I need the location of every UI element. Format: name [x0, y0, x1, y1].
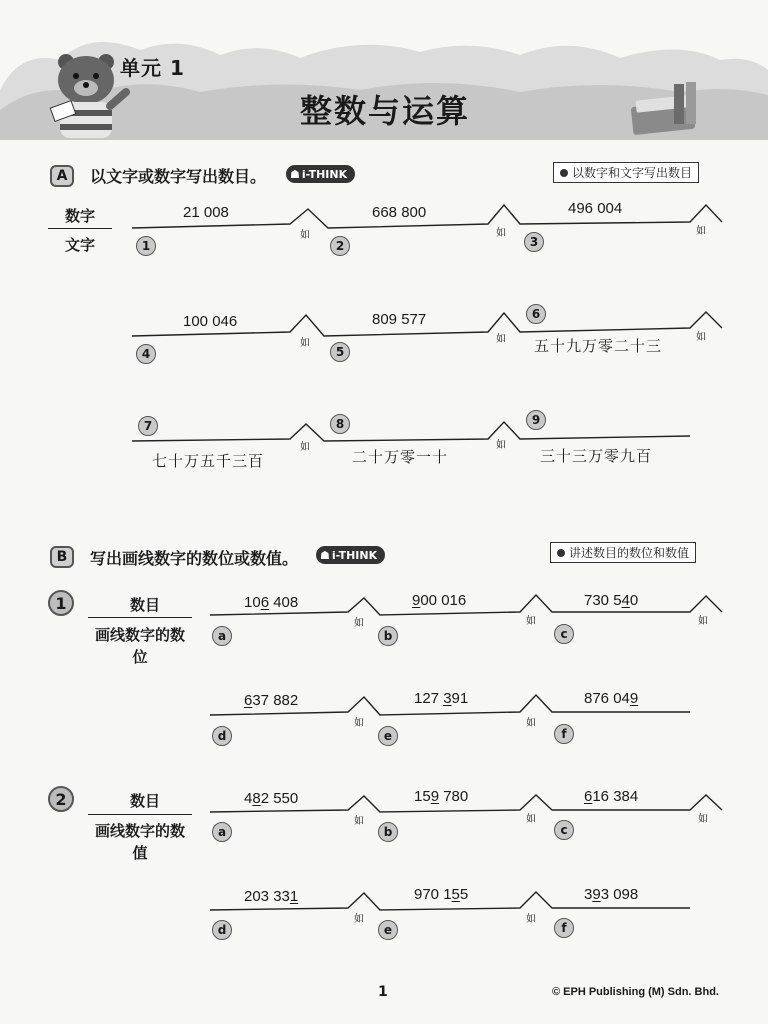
section-b-badge: B — [50, 546, 74, 568]
a7-words: 七十万五千三百 — [152, 452, 265, 470]
eg-marker: 如 — [354, 618, 364, 629]
q1-row-label-number: 数目 — [129, 596, 160, 614]
q1d-badge: d — [212, 726, 232, 746]
underlined-digit: 9 — [430, 788, 440, 805]
q1b-number — [412, 592, 466, 609]
objective-text: 讲述数目的数位和数值 — [569, 546, 690, 560]
q2f-number — [584, 886, 638, 903]
underlined-digit: 6 — [584, 788, 593, 805]
underlined-digit: 9 — [592, 886, 601, 903]
eg-marker: 如 — [698, 814, 708, 825]
num-part: 3 — [584, 886, 593, 903]
num-part: 15 — [414, 788, 431, 805]
eg-marker: 如 — [300, 442, 310, 453]
q1d-number — [244, 692, 298, 709]
eg-marker: 如 — [354, 914, 364, 925]
eg-marker: 如 — [496, 334, 506, 345]
q1-badge: 1 — [48, 590, 74, 616]
objective-text: 以数字和文字写出数目 — [572, 166, 693, 180]
think-person-icon: ☗ — [290, 167, 300, 181]
q2c-badge: c — [554, 820, 574, 840]
num-part: 3 098 — [600, 886, 639, 903]
eg-marker: 如 — [698, 616, 708, 627]
a8-words: 二十万零一十 — [352, 448, 449, 466]
q2e-number — [414, 886, 468, 903]
q1a-badge: a — [212, 626, 232, 646]
q1f-number — [584, 690, 638, 707]
num-part: 16 384 — [592, 788, 639, 805]
bullet-icon — [557, 549, 565, 557]
underlined-digit: 4 — [621, 592, 630, 609]
a3-number: 496 004 — [568, 200, 623, 217]
num-part: 10 — [244, 594, 261, 611]
eg-marker: 如 — [496, 440, 506, 451]
q2f-badge: f — [554, 918, 574, 938]
a9-badge: 9 — [526, 410, 546, 430]
num-part: 127 — [414, 690, 444, 707]
a9-words: 三十三万零九百 — [540, 447, 653, 465]
row-divider — [88, 617, 192, 618]
eg-marker: 如 — [496, 228, 506, 239]
eg-marker: 如 — [696, 226, 706, 237]
row-label-words: 文字 — [64, 236, 95, 254]
underlined-digit: 8 — [252, 790, 261, 807]
q2b-badge: b — [378, 822, 398, 842]
a8-badge: 8 — [330, 414, 350, 434]
underlined-digit: 6 — [260, 594, 270, 611]
num-part: 2 550 — [260, 790, 299, 807]
row-divider — [88, 814, 192, 815]
a1-badge: 1 — [136, 236, 156, 256]
q2d-badge: d — [212, 920, 232, 940]
a6-words: 五十九万零二十三 — [534, 337, 663, 355]
section-a-instruction: 以文字或数字写出数目。 — [90, 167, 267, 186]
num-part: 730 5 — [584, 592, 622, 609]
q2e-badge: e — [378, 920, 398, 940]
eg-marker: 如 — [300, 230, 310, 241]
a4-badge: 4 — [136, 344, 156, 364]
q2-row-label-number: 数目 — [129, 792, 160, 810]
q1e-number — [414, 690, 468, 707]
q1b-badge: b — [378, 626, 398, 646]
eg-marker: 如 — [300, 338, 310, 349]
unit-label: 单元 1 — [120, 56, 185, 80]
num-part: 4 — [244, 790, 253, 807]
a2-number: 668 800 — [372, 204, 427, 221]
eg-marker: 如 — [526, 718, 536, 729]
a2-badge: 2 — [330, 236, 350, 256]
eg-marker: 如 — [354, 816, 364, 827]
q2-badge: 2 — [48, 786, 74, 812]
num-part: 408 — [269, 594, 299, 611]
q1a-number — [244, 594, 298, 611]
q2a-badge: a — [212, 822, 232, 842]
q1-row-label-place: 画线数字的数位 — [94, 626, 185, 666]
q2d-number — [244, 888, 298, 905]
eg-marker: 如 — [696, 332, 706, 343]
think-tag-b — [316, 546, 385, 564]
underlined-digit: 9 — [629, 690, 639, 707]
objective-box-b — [550, 542, 696, 563]
num-part: 37 882 — [252, 692, 299, 709]
num-part: 203 33 — [244, 888, 290, 905]
num-part: 00 016 — [420, 592, 467, 609]
eg-marker: 如 — [354, 718, 364, 729]
num-part: 0 — [629, 592, 639, 609]
underlined-digit: 5 — [451, 886, 460, 903]
underlined-digit: 9 — [412, 592, 421, 609]
eg-marker: 如 — [526, 616, 536, 627]
think-label: i-THINK — [301, 167, 348, 181]
underlined-digit: 1 — [289, 888, 299, 905]
section-a-badge: A — [50, 165, 74, 187]
q2a-number — [244, 790, 298, 807]
num-part: 5 — [459, 886, 469, 903]
underlined-digit: 6 — [244, 692, 253, 709]
page-title: 整数与运算 — [300, 92, 471, 130]
think-label: i-THINK — [331, 548, 378, 562]
section-b-instruction: 写出画线数字的数位或数值。 — [90, 549, 299, 568]
underlined-digit: 3 — [443, 690, 452, 707]
a7-badge: 7 — [138, 416, 158, 436]
q1f-badge: f — [554, 724, 574, 744]
page-number: 1 — [378, 984, 388, 1000]
num-part: 970 1 — [414, 886, 452, 903]
a6-badge: 6 — [526, 304, 546, 324]
a5-number: 809 577 — [372, 311, 427, 328]
q2b-number — [414, 788, 468, 805]
q1c-number — [584, 592, 638, 609]
q2-row-label-value: 画线数字的数值 — [94, 822, 185, 862]
a1-number: 21 008 — [183, 204, 229, 221]
think-person-icon: ☗ — [320, 548, 330, 562]
a4-number: 100 046 — [183, 313, 238, 330]
eg-marker: 如 — [526, 814, 536, 825]
row-label-digits: 数字 — [64, 207, 95, 225]
a3-badge: 3 — [524, 232, 544, 252]
num-part: 780 — [439, 788, 469, 805]
q2c-number — [584, 788, 638, 805]
q1e-badge: e — [378, 726, 398, 746]
q1c-badge: c — [554, 624, 574, 644]
publisher-credit: © EPH Publishing (M) Sdn. Bhd. — [552, 986, 719, 998]
num-part: 876 04 — [584, 690, 630, 707]
eg-marker: 如 — [526, 914, 536, 925]
a5-badge: 5 — [330, 342, 350, 362]
num-part: 91 — [451, 690, 469, 707]
